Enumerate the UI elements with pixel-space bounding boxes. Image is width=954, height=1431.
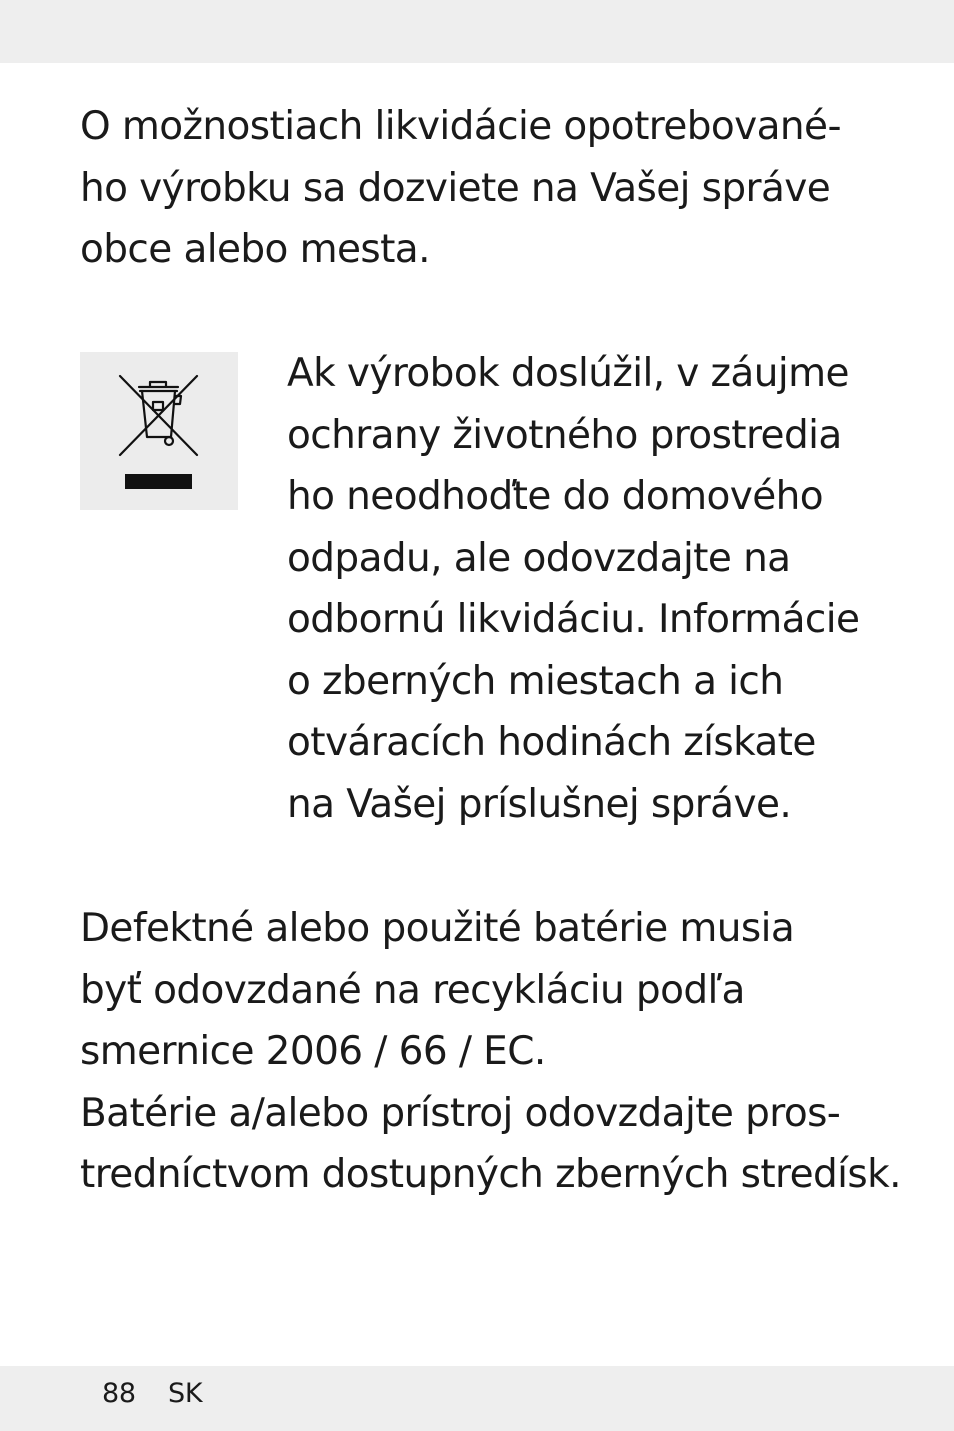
text-line: na Vašej príslušnej správe. [287,781,792,827]
footer-band [0,1366,954,1431]
crossed-out-wheelie-bin-icon [80,352,238,510]
weee-disposal-paragraph [287,343,859,835]
text-line: smernice 2006 / 66 / EC. [80,1029,546,1074]
text-line: o zberných miestach a ich [287,658,784,704]
text-line: ochrany životného prostredia [287,412,842,458]
weee-symbol [80,352,238,510]
text-line: tredníctvom dostupných zberných stredísk. [80,1152,901,1197]
text-line: otváracích hodinách získate [287,720,816,765]
text-line: ho výrobku sa dozviete na Vašej správe [80,165,831,211]
battery-disposal-paragraph [80,898,901,1206]
text-line: odpadu, ale odovzdajte na [287,535,791,581]
text-line: O možnostiach likvidácie opotrebované- [80,104,841,149]
text-line: Batérie a/alebo prístroj odovzdajte pros- [80,1090,841,1136]
text-line: obce alebo mesta. [80,227,430,272]
text-line: Ak výrobok doslúžil, v záujme [287,351,849,396]
page-number: 88 [102,1378,136,1409]
language-code: SK [168,1378,203,1409]
text-line: ho neodhoďte do domového [287,474,824,519]
text-line: byť odovzdané na recykláciu podľa [80,967,745,1013]
top-band [0,0,954,63]
text-line: odbornú likvidáciu. Informácie [287,597,860,642]
disposal-info-paragraph [80,96,841,281]
text-line: Defektné alebo použité batérie musia [80,906,795,951]
